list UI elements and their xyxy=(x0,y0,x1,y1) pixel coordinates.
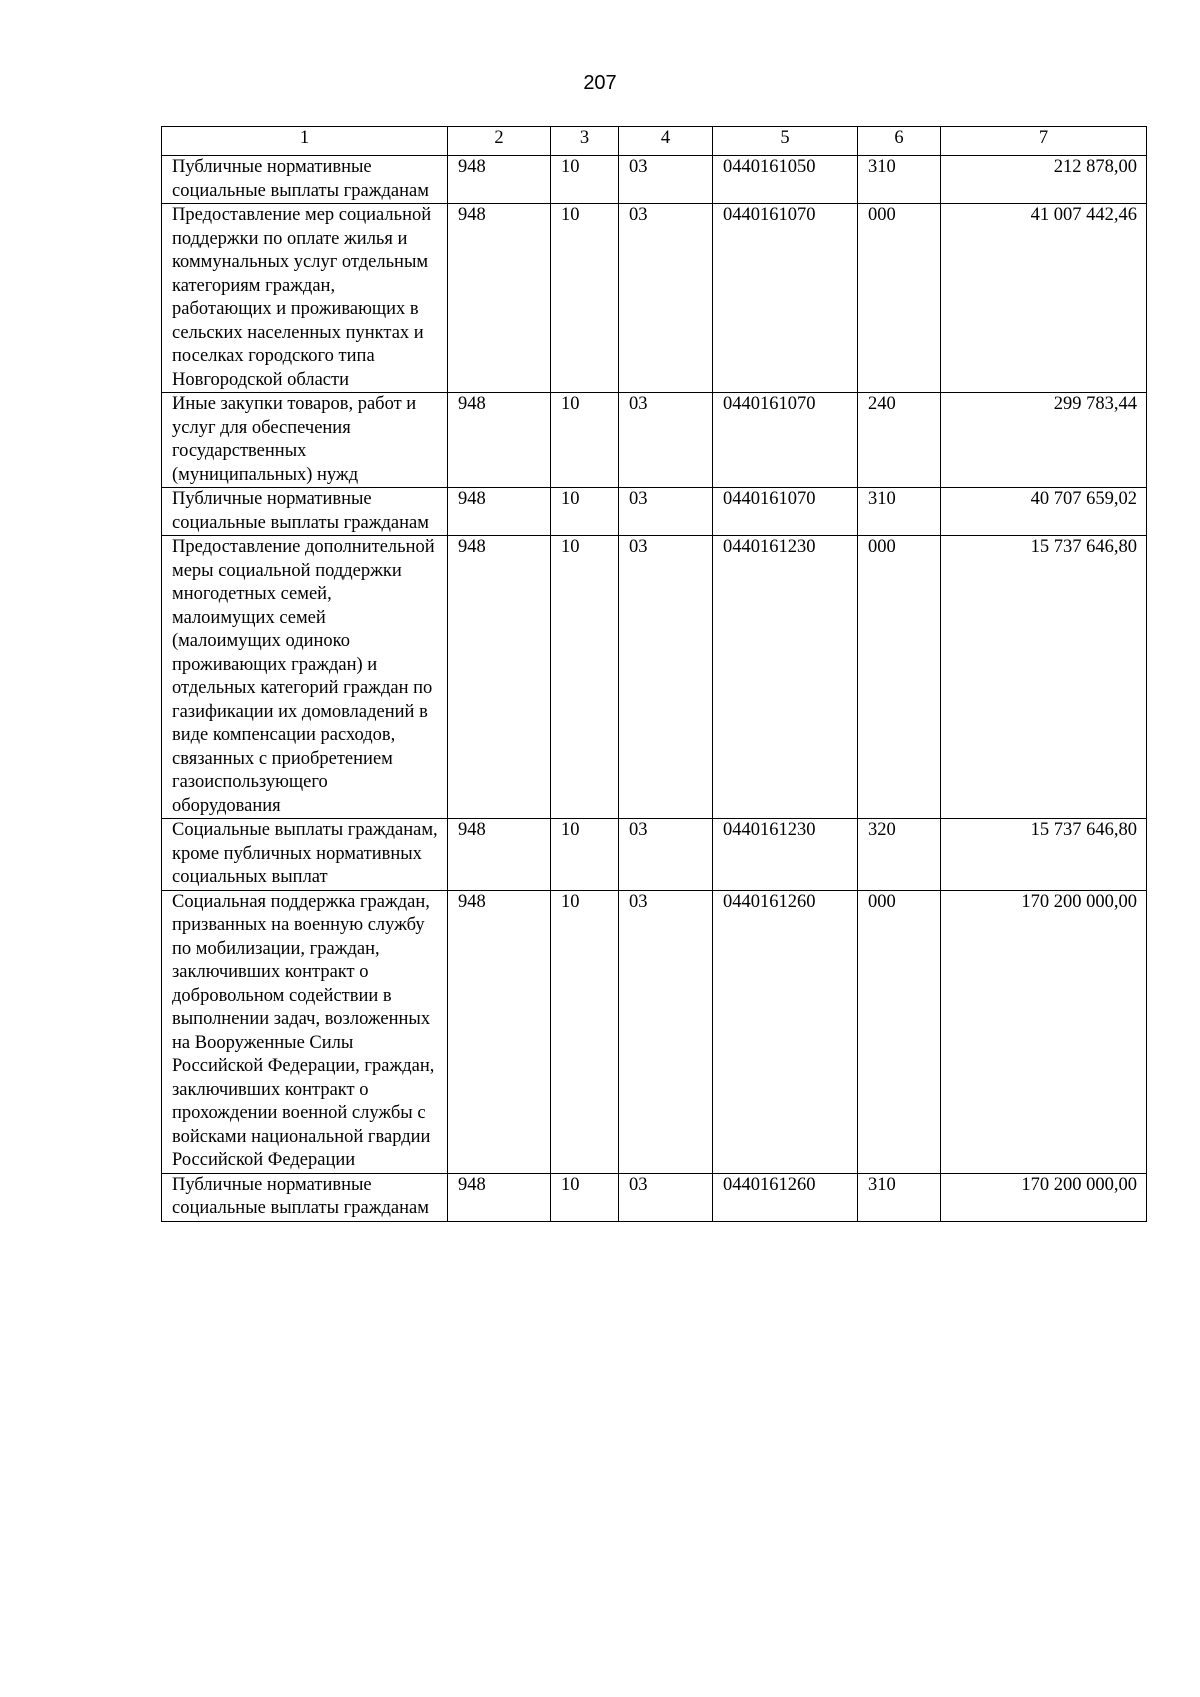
admin-code-cell: 948 xyxy=(448,393,551,488)
target-article-cell: 0440161230 xyxy=(713,819,858,891)
admin-code-cell: 948 xyxy=(448,204,551,393)
expense-type-cell: 000 xyxy=(858,536,941,819)
expense-type-cell: 240 xyxy=(858,393,941,488)
expense-type-cell: 310 xyxy=(858,156,941,204)
amount-cell: 170 200 000,00 xyxy=(941,1173,1147,1221)
table-row xyxy=(162,204,1147,393)
table-row xyxy=(162,488,1147,536)
section-cell: 10 xyxy=(551,536,619,819)
subsection-cell: 03 xyxy=(619,204,713,393)
row-name-cell: Публичные нормативные социальные выплаты гражданам xyxy=(162,488,448,536)
target-article-cell: 0440161260 xyxy=(713,1173,858,1221)
target-article-cell: 0440161070 xyxy=(713,393,858,488)
admin-code-cell: 948 xyxy=(448,488,551,536)
amount-cell: 212 878,00 xyxy=(941,156,1147,204)
column-header: 5 xyxy=(713,127,858,156)
row-name-cell: Предоставление мер социальной поддержки по оплате жилья и коммунальных услуг отдельным категориям граждан, работающих и проживающих в сельских населенных пунктах и поселках городского типа Новгородской области xyxy=(162,204,448,393)
amount-cell: 299 783,44 xyxy=(941,393,1147,488)
subsection-cell: 03 xyxy=(619,536,713,819)
target-article-cell: 0440161230 xyxy=(713,536,858,819)
row-name-cell: Предоставление дополнительной меры социальной поддержки многодетных семей, малоимущих семей (малоимущих одиноко проживающих граждан) и отдельных категорий граждан по газификации их домовладений в виде компенсации расходов, связанных с приобретением газоиспользующего оборудования xyxy=(162,536,448,819)
table-row xyxy=(162,819,1147,891)
expense-type-cell: 000 xyxy=(858,204,941,393)
section-cell: 10 xyxy=(551,1173,619,1221)
subsection-cell: 03 xyxy=(619,156,713,204)
column-header: 3 xyxy=(551,127,619,156)
target-article-cell: 0440161050 xyxy=(713,156,858,204)
table-header-row xyxy=(162,127,1147,156)
amount-cell: 15 737 646,80 xyxy=(941,536,1147,819)
section-cell: 10 xyxy=(551,890,619,1173)
subsection-cell: 03 xyxy=(619,488,713,536)
amount-cell: 40 707 659,02 xyxy=(941,488,1147,536)
column-header: 1 xyxy=(162,127,448,156)
admin-code-cell: 948 xyxy=(448,890,551,1173)
subsection-cell: 03 xyxy=(619,1173,713,1221)
row-name-cell: Социальные выплаты гражданам, кроме публичных нормативных социальных выплат xyxy=(162,819,448,891)
column-header: 4 xyxy=(619,127,713,156)
subsection-cell: 03 xyxy=(619,393,713,488)
expense-type-cell: 310 xyxy=(858,488,941,536)
expense-type-cell: 320 xyxy=(858,819,941,891)
target-article-cell: 0440161070 xyxy=(713,488,858,536)
admin-code-cell: 948 xyxy=(448,536,551,819)
table-row xyxy=(162,536,1147,819)
section-cell: 10 xyxy=(551,393,619,488)
amount-cell: 41 007 442,46 xyxy=(941,204,1147,393)
section-cell: 10 xyxy=(551,156,619,204)
admin-code-cell: 948 xyxy=(448,156,551,204)
subsection-cell: 03 xyxy=(619,890,713,1173)
admin-code-cell: 948 xyxy=(448,1173,551,1221)
table-row xyxy=(162,1173,1147,1221)
page-number: 207 xyxy=(583,72,617,94)
row-name-cell: Публичные нормативные социальные выплаты гражданам xyxy=(162,1173,448,1221)
target-article-cell: 0440161070 xyxy=(713,204,858,393)
expense-type-cell: 000 xyxy=(858,890,941,1173)
row-name-cell: Иные закупки товаров, работ и услуг для обеспечения государственных (муниципальных) нужд xyxy=(162,393,448,488)
table-row xyxy=(162,156,1147,204)
section-cell: 10 xyxy=(551,488,619,536)
column-header: 7 xyxy=(941,127,1147,156)
target-article-cell: 0440161260 xyxy=(713,890,858,1173)
expense-type-cell: 310 xyxy=(858,1173,941,1221)
section-cell: 10 xyxy=(551,204,619,393)
row-name-cell: Социальная поддержка граждан, призванных на военную службу по мобилизации, граждан, заключивших контракт о добровольном содействии в выполнении задач, возложенных на Вооруженные Силы Российской Федерации, граждан, заключивших контракт о прохождении военной службы с войсками национальной гвардии Российской Федерации xyxy=(162,890,448,1173)
column-header: 2 xyxy=(448,127,551,156)
row-name-cell: Публичные нормативные социальные выплаты гражданам xyxy=(162,156,448,204)
subsection-cell: 03 xyxy=(619,819,713,891)
amount-cell: 15 737 646,80 xyxy=(941,819,1147,891)
amount-cell: 170 200 000,00 xyxy=(941,890,1147,1173)
admin-code-cell: 948 xyxy=(448,819,551,891)
table-row xyxy=(162,890,1147,1173)
section-cell: 10 xyxy=(551,819,619,891)
table-row xyxy=(162,393,1147,488)
column-header: 6 xyxy=(858,127,941,156)
budget-table xyxy=(161,126,1147,1222)
